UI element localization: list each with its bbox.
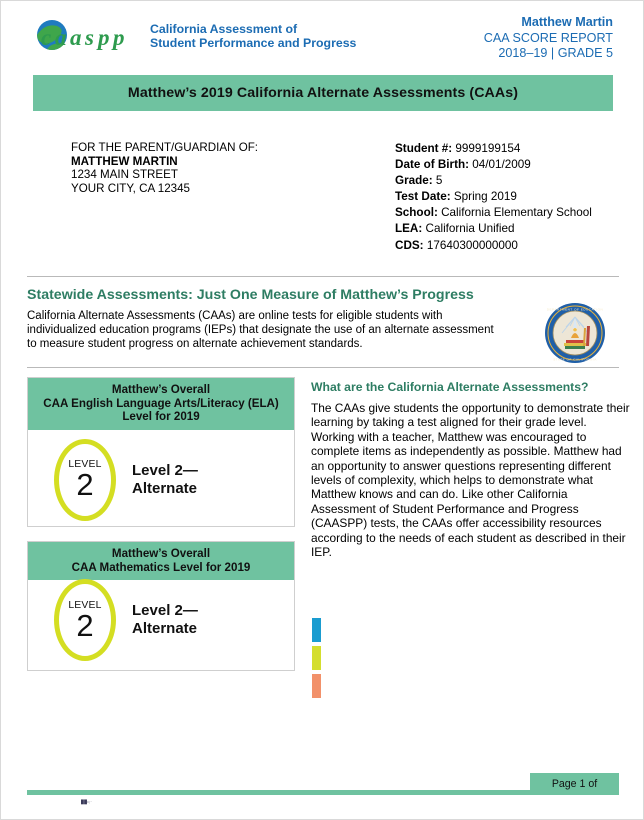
report-title-text: Matthew’s 2019 California Alternate Assessments (CAAs) [127, 85, 519, 101]
score-box-ela-body [28, 430, 294, 530]
student-info-row [395, 157, 592, 173]
svg-text:c: c [41, 25, 52, 50]
level-badge-math-word: LEVEL [68, 599, 102, 611]
student-info-row [395, 238, 592, 254]
header-year-grade: 2018–19 | GRADE 5 [498, 46, 613, 61]
logo-tagline-line1: California Assessment of [150, 21, 298, 36]
student-info-value: 17640300000000 [426, 238, 518, 252]
cde-seal-top-text: DEPARTMENT OF EDUCATION [546, 307, 604, 312]
legend-item [312, 674, 329, 698]
level-text-ela-line1: Level 2— [132, 461, 198, 479]
level-badge-math-number: 2 [76, 607, 94, 643]
score-box-math-header-line2: CAA Mathematics Level for 2019 [71, 560, 251, 574]
legend-item [312, 646, 329, 670]
score-box-ela-header-line3: Level for 2019 [122, 410, 200, 424]
student-info-key: LEA: [395, 222, 423, 236]
level-text-math-line1: Level 2— [132, 602, 198, 620]
logo-tagline-line2: Student Performance and Progress [150, 36, 357, 50]
info-panel-body: The CAAs give students the opportunity to demonstrate their learning by taking a test aligned for their grade level. Working with a teacher, Matthew was encouraged to complete items as independently as possible. Matthew had an opportunity to answer questions representing different levels of complexity, which helps to demonstrate what Matthew knows and can do. Like other California Assessment of Student Performance and Progress (CAASPP) tests, the CAAs offer accessibility resources according to the needs of each student as described in their IEP. [311, 401, 630, 560]
student-info-row [395, 173, 592, 189]
header-report-type: CAA SCORE REPORT [483, 30, 613, 45]
parent-guardian-address [71, 141, 258, 195]
achievement-level-legend [312, 618, 329, 702]
legend-item [312, 618, 329, 642]
cde-seal [544, 302, 606, 364]
section-divider-mid [27, 367, 619, 368]
address-street: 1234 MAIN STREET [71, 168, 178, 182]
student-info-list [395, 141, 592, 254]
student-info-value: 04/01/2009 [472, 158, 531, 172]
student-info-key: School: [395, 206, 438, 220]
cde-seal-icon [544, 302, 606, 364]
cde-seal-bottom-text: STATE OF CALIFORNIA [553, 357, 597, 362]
level-text-math-line2: Alternate [132, 620, 198, 638]
footer-micro-text: ██•;· [81, 799, 93, 804]
statewide-body: California Alternate Assessments (CAAs) are online tests for eligible students with individualized education programs (IEPs) that designate the use of an alternate assessment to measure student progress on alternate achievement standards. [27, 310, 494, 351]
footer-green-bar [27, 790, 619, 795]
address-city-state-zip: YOUR CITY, CA 12345 [71, 181, 190, 195]
student-info-key: CDS: [395, 238, 424, 252]
student-info-row [395, 189, 592, 205]
caaspp-logo [35, 19, 356, 53]
header-student-name: Matthew Martin [521, 15, 613, 29]
score-box-ela-header [28, 378, 294, 430]
score-box-math-header-line1: Matthew’s Overall [111, 547, 211, 560]
level-text-ela [132, 462, 198, 498]
svg-text:a: a [55, 25, 67, 50]
level-badge-ela-word: LEVEL [68, 459, 102, 471]
student-info-key: Test Date: [395, 190, 451, 204]
statewide-heading: Statewide Assessments: Just One Measure of Matthew’s Progress [27, 287, 474, 303]
student-info-value: 9999199154 [455, 142, 521, 155]
score-box-ela [27, 377, 295, 527]
caaspp-logo-icon [35, 19, 141, 53]
svg-text:a: a [70, 25, 82, 50]
address-label: FOR THE PARENT/GUARDIAN OF: [71, 141, 259, 154]
student-info-key: Grade: [395, 174, 433, 188]
legend-color-swatch [312, 674, 321, 698]
student-info-value: 5 [435, 174, 443, 188]
level-badge-ela [54, 439, 116, 521]
page-header [1, 1, 644, 71]
score-box-ela-header-line2: CAA English Language Arts/Literacy (ELA) [43, 396, 279, 410]
header-student-summary [484, 15, 613, 62]
level-badge-math [54, 579, 116, 661]
svg-text:p: p [113, 25, 125, 50]
address-name: MATTHEW MARTIN [71, 154, 178, 168]
level-text-math [132, 602, 198, 638]
section-divider-top [27, 276, 619, 277]
student-info-value: California Unified [425, 222, 515, 236]
logo-tagline [150, 22, 356, 51]
score-box-math-header [28, 542, 294, 580]
score-box-math-body [28, 580, 294, 660]
student-info-value: Spring 2019 [453, 190, 517, 204]
student-info-key: Student #: [395, 142, 453, 155]
page-number-text: Page 1 of [551, 777, 598, 790]
legend-color-swatch [312, 618, 321, 642]
level-text-ela-line2: Alternate [132, 479, 198, 497]
student-info-row [395, 221, 592, 237]
svg-text:s: s [85, 25, 94, 50]
level-badge-ela-number: 2 [76, 467, 94, 503]
score-box-ela-header-line1: Matthew’s Overall [111, 383, 211, 396]
info-panel-heading: What are the California Alternate Assessments? [311, 380, 589, 394]
student-info-value: California Elementary School [441, 206, 592, 220]
svg-text:p: p [98, 25, 110, 50]
legend-color-swatch [312, 646, 321, 670]
student-info-row [395, 205, 592, 221]
student-info-key: Date of Birth: [395, 158, 470, 172]
score-box-math [27, 541, 295, 671]
report-title-banner [33, 75, 613, 111]
caaspp-logo-mark [35, 19, 141, 53]
student-info-row [395, 141, 592, 157]
